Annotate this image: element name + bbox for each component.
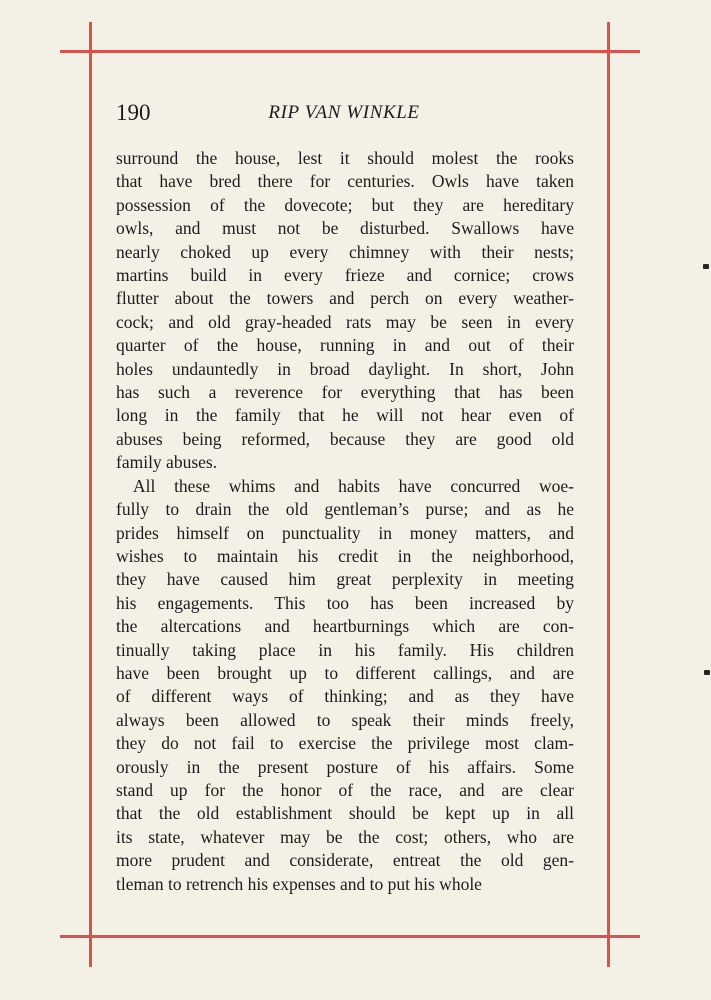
text-line: holes undauntedly in broad daylight. In short, John bbox=[116, 358, 574, 379]
page-header bbox=[116, 100, 576, 130]
margin-mark bbox=[703, 264, 709, 269]
paragraph bbox=[116, 475, 574, 896]
text-line: tleman to retrench his expenses and to put his whole bbox=[116, 873, 482, 894]
body-text bbox=[116, 147, 574, 896]
text-line: of different ways of thinking; and as they have bbox=[116, 686, 574, 707]
text-line: have been brought up to different callings, and are bbox=[116, 662, 574, 683]
paragraph bbox=[116, 147, 574, 475]
margin-mark bbox=[704, 670, 710, 675]
text-line: abuses being reformed, because they are good old bbox=[116, 428, 574, 449]
text-line: orously in the present posture of his affairs. Some bbox=[116, 756, 574, 777]
text-line: tinually taking place in his family. His children bbox=[116, 639, 574, 660]
text-line: his engagements. This too has been increased by bbox=[116, 592, 574, 613]
text-line: its state, whatever may be the cost; others, who are bbox=[116, 826, 574, 847]
border-rule-right bbox=[607, 22, 610, 967]
text-line: possession of the dovecote; but they are hereditary bbox=[116, 194, 574, 215]
text-line: always been allowed to speak their minds freely, bbox=[116, 709, 574, 730]
text-line: that the old establishment should be kept up in all bbox=[116, 803, 574, 824]
text-line: martins build in every frieze and cornice; crows bbox=[116, 265, 574, 286]
text-line: fully to drain the old gentleman’s purse; and as he bbox=[116, 499, 574, 520]
text-line: the altercations and heartburnings which are con- bbox=[116, 616, 574, 637]
text-line: quarter of the house, running in and out of their bbox=[116, 335, 574, 356]
text-line: owls, and must not be disturbed. Swallows have bbox=[116, 218, 574, 239]
text-line: long in the family that he will not hear even of bbox=[116, 405, 574, 426]
text-line: All these whims and habits have concurred woe- bbox=[133, 475, 574, 496]
text-line: surround the house, lest it should molest the rooks bbox=[116, 148, 574, 168]
text-line: flutter about the towers and perch on every weather- bbox=[116, 288, 574, 309]
text-line: they do not fail to exercise the privilege most clam- bbox=[116, 733, 574, 754]
text-line: they have caused him great perplexity in meeting bbox=[116, 569, 574, 590]
text-line: stand up for the honor of the race, and are clear bbox=[116, 779, 574, 800]
text-line: more prudent and considerate, entreat the old gen- bbox=[116, 850, 574, 871]
running-title: RIP VAN WINKLE bbox=[268, 102, 420, 123]
text-line: family abuses. bbox=[116, 452, 218, 473]
border-rule-left bbox=[89, 22, 92, 967]
text-line: prides himself on punctuality in money matters, and bbox=[116, 522, 574, 543]
border-rule-top bbox=[60, 50, 640, 53]
text-line: wishes to maintain his credit in the neighborhood, bbox=[116, 545, 574, 566]
text-line: nearly choked up every chimney with their nests; bbox=[116, 241, 574, 262]
text-line: that have bred there for centuries. Owls have taken bbox=[116, 171, 574, 192]
text-line: cock; and old gray-headed rats may be seen in every bbox=[116, 311, 574, 332]
border-rule-bottom bbox=[60, 935, 640, 938]
page-number: 190 bbox=[116, 100, 151, 125]
text-line: has such a reverence for everything that has been bbox=[116, 382, 574, 403]
